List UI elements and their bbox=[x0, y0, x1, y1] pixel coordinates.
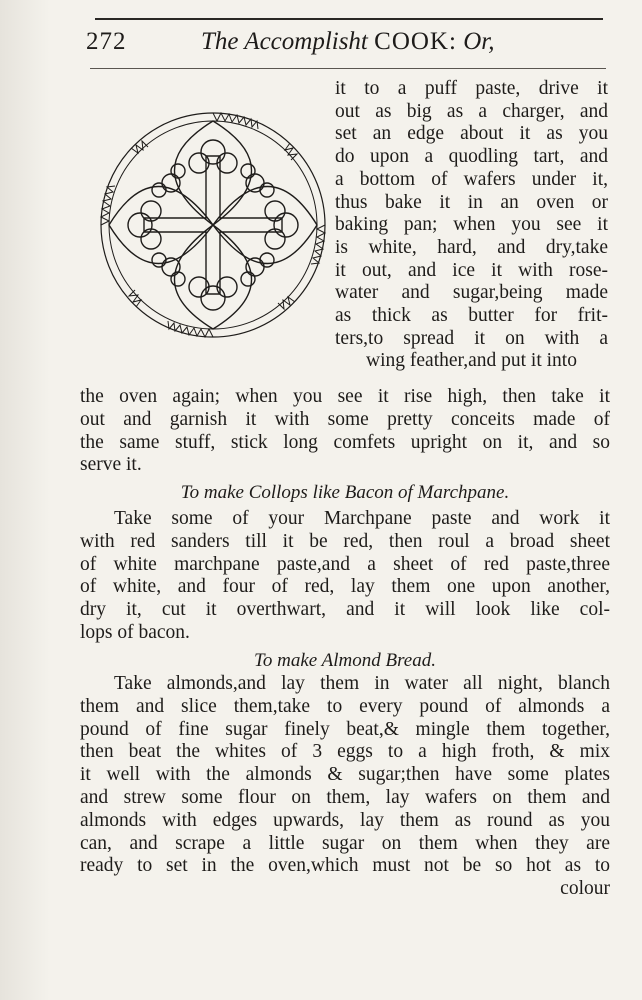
text-line: then beat the whites of 3 eggs to a high froth, & mix bbox=[80, 741, 610, 763]
header-rule bbox=[90, 68, 606, 69]
catchword: colour bbox=[560, 878, 610, 900]
text-line: can, and scrape a little sugar on them when they are bbox=[80, 832, 610, 854]
marchpane-tart-pattern-icon bbox=[96, 108, 330, 342]
running-head-prefix: The Accomplisht bbox=[201, 28, 368, 55]
continuation-paragraph bbox=[80, 386, 610, 477]
text-line: dry it, cut it overthwart, and it will look like col- bbox=[80, 599, 610, 621]
text-line: wing feather,and put it into bbox=[366, 350, 577, 372]
text-line: it well with the almonds & sugar;then have some plates bbox=[80, 764, 610, 786]
text-line: as thick as butter for frit- bbox=[335, 305, 608, 327]
running-head bbox=[201, 28, 494, 56]
text-line: set an edge about it as you bbox=[335, 123, 608, 145]
text-line: them and slice them,take to every pound of almonds a bbox=[80, 695, 610, 717]
text-line: the same stuff, stick long comfets upright on it, and so bbox=[80, 431, 610, 453]
text-line: almonds with edges upwards, lay them as round as you bbox=[80, 809, 610, 831]
text-line: do upon a quodling tart, and bbox=[335, 146, 608, 168]
text-line: the oven again; when you see it rise high, then take it bbox=[80, 386, 610, 407]
text-line: it out, and ice it with rose- bbox=[335, 259, 608, 281]
page-number: 272 bbox=[86, 28, 127, 55]
text-line: with red sanders till it be red, then roul a broad sheet bbox=[80, 530, 610, 552]
text-line: baking pan; when you see it bbox=[335, 214, 608, 236]
section-title-almond-bread: To make Almond Bread. bbox=[254, 650, 436, 671]
text-line: ters,to spread it on with a bbox=[335, 327, 608, 349]
text-line: serve it. bbox=[80, 454, 142, 476]
text-line: out as big as a charger, and bbox=[335, 100, 608, 122]
text-line: thus bake it in an oven or bbox=[335, 191, 608, 213]
running-head-suffix: Or, bbox=[463, 28, 495, 55]
text-line: Take some of your Marchpane paste and work it bbox=[114, 508, 610, 529]
text-line: ready to set in the oven,which must not be so hot as to bbox=[80, 855, 610, 877]
text-line: of white marchpane paste,and a sheet of red paste,three bbox=[80, 553, 610, 575]
text-line: water and sugar,being made bbox=[335, 282, 608, 304]
text-line: Take almonds,and lay them in water all night, blanch bbox=[114, 673, 610, 694]
text-line: and strew some flour on them, lay wafers on them and bbox=[80, 786, 610, 808]
section-title-collops: To make Collops like Bacon of Marchpane. bbox=[180, 482, 510, 503]
almond-bread-paragraph bbox=[80, 673, 610, 901]
text-line: lops of bacon. bbox=[80, 621, 190, 643]
running-head-caps: COOK: bbox=[374, 28, 457, 55]
top-border-rule bbox=[95, 18, 603, 20]
right-column-text bbox=[335, 78, 608, 373]
text-line: is white, hard, and dry,take bbox=[335, 236, 608, 258]
text-line: of white, and four of red, lay them one upon another, bbox=[80, 576, 610, 598]
text-line: out and garnish it with some pretty conceits made of bbox=[80, 408, 610, 430]
text-line: pound of fine sugar finely beat,& mingle them together, bbox=[80, 718, 610, 740]
text-line: it to a puff paste, drive it bbox=[335, 78, 608, 99]
text-line: a bottom of wafers under it, bbox=[335, 168, 608, 190]
page-header bbox=[86, 28, 606, 68]
collops-paragraph bbox=[80, 508, 610, 645]
